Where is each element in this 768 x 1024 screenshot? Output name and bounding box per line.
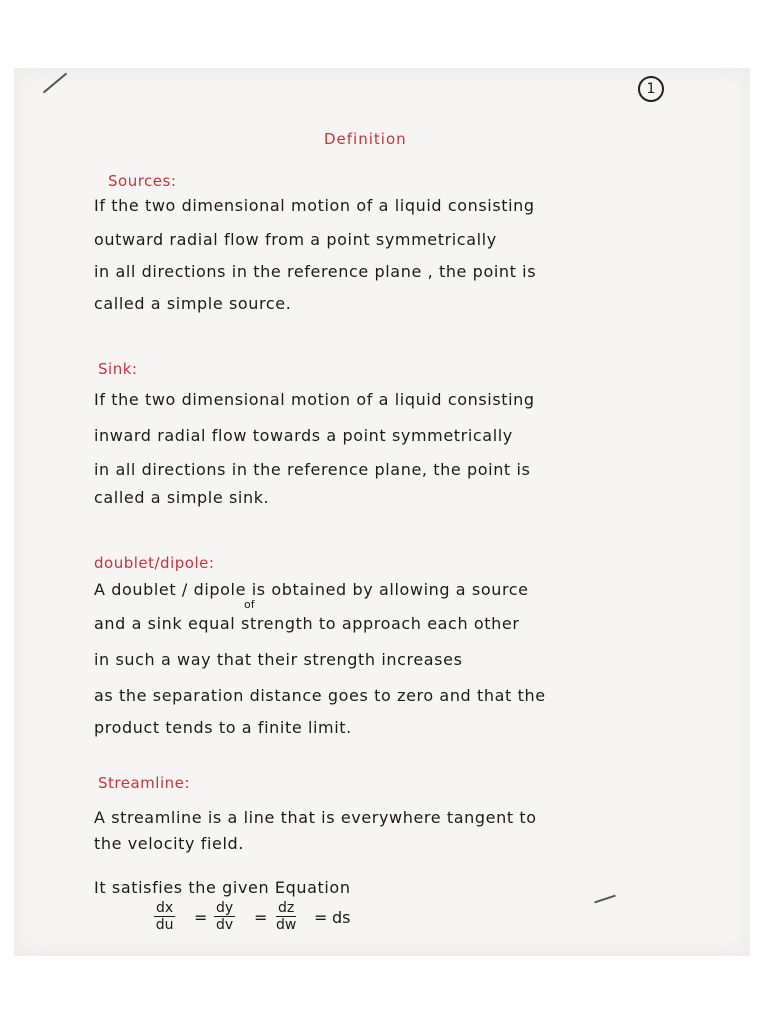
sources-line-1: If the two dimensional motion of a liquid consisting bbox=[94, 196, 535, 215]
term-3-numerator: dz bbox=[278, 900, 295, 916]
sink-line-4: called a simple sink. bbox=[94, 488, 270, 507]
equals-sign: = bbox=[194, 908, 208, 927]
streamline-line-1: A streamline is a line that is everywhere tangent to bbox=[94, 808, 537, 827]
sink-line-3: in all directions in the reference plane, the point is bbox=[94, 460, 531, 479]
equation-term-3 bbox=[276, 900, 296, 933]
sources-line-3: in all directions in the reference plane , the point is bbox=[94, 262, 537, 281]
equation-term-1 bbox=[154, 900, 175, 933]
doublet-line-1: A doublet / dipole is obtained by allowing a source bbox=[94, 580, 529, 599]
term-3-denominator: dw bbox=[276, 917, 297, 933]
term-1-denominator: du bbox=[155, 917, 174, 933]
sources-line-2: outward radial flow from a point symmetrically bbox=[94, 230, 497, 249]
equals-sign: = bbox=[254, 908, 268, 927]
equation-term-2 bbox=[214, 900, 235, 933]
equation-rhs: ds bbox=[332, 908, 351, 927]
heading-sources: Sources: bbox=[108, 172, 177, 190]
term-1-numerator: dx bbox=[156, 900, 174, 916]
pen-mark bbox=[594, 895, 616, 904]
streamline-line-2: the velocity field. bbox=[94, 834, 244, 853]
page-number: 1 bbox=[638, 76, 664, 102]
doublet-line-3: in such a way that their strength increases bbox=[94, 650, 463, 669]
sink-line-1: If the two dimensional motion of a liquid consisting bbox=[94, 390, 535, 409]
term-2-numerator: dy bbox=[216, 900, 234, 916]
doublet-line-2: and a sink equal strength to approach each other bbox=[94, 614, 520, 633]
heading-sink: Sink: bbox=[98, 360, 138, 378]
heading-doublet: doublet/dipole: bbox=[94, 554, 215, 572]
notebook-page bbox=[14, 68, 750, 956]
sources-line-4: called a simple source. bbox=[94, 294, 292, 313]
equals-sign: = bbox=[314, 908, 328, 927]
page-title: Definition bbox=[324, 130, 407, 148]
inserted-word-of: of bbox=[244, 598, 255, 611]
streamline-line-3: It satisfies the given Equation bbox=[94, 878, 351, 897]
heading-streamline: Streamline: bbox=[98, 774, 190, 792]
doublet-line-4: as the separation distance goes to zero and that the bbox=[94, 686, 546, 705]
pen-mark bbox=[43, 73, 67, 94]
doublet-line-5: product tends to a finite limit. bbox=[94, 718, 352, 737]
sink-line-2: inward radial flow towards a point symmetrically bbox=[94, 426, 513, 445]
term-2-denominator: dv bbox=[216, 917, 234, 933]
